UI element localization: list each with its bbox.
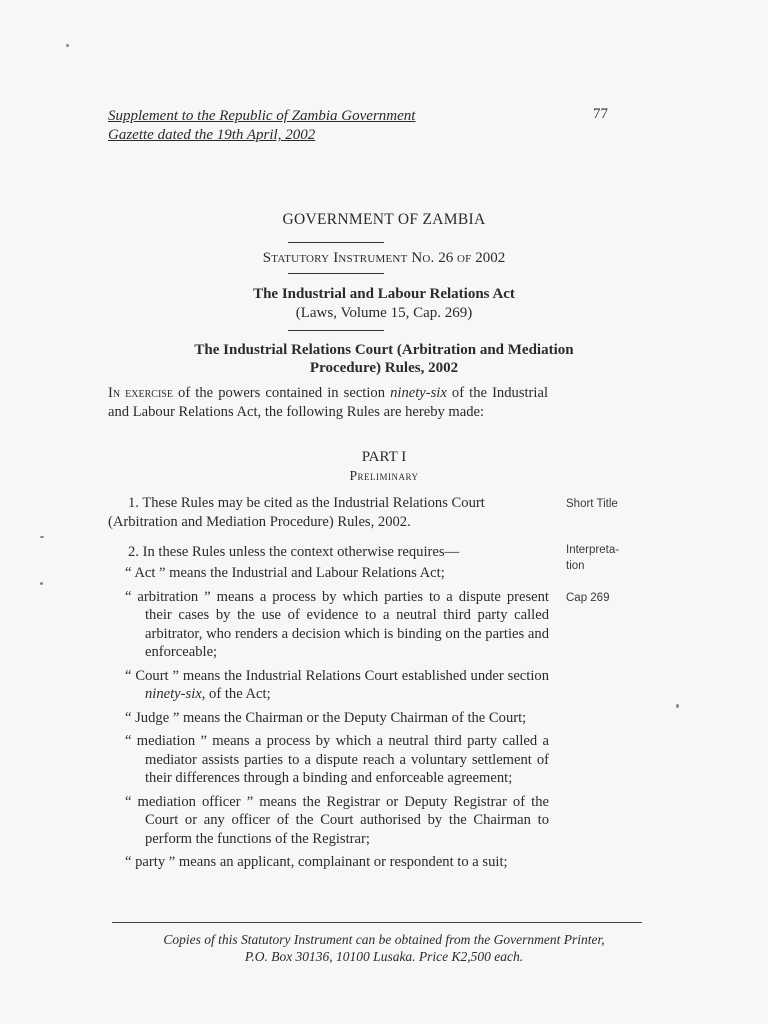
rule-2-interpretation: 2. In these Rules unless the context otherwise requires— (128, 544, 460, 560)
government-heading: GOVERNMENT OF ZAMBIA (282, 211, 486, 228)
definition-court-section: ninety-six, (145, 686, 206, 702)
margin-note-interpretation-line-1: Interpreta- (566, 544, 620, 556)
divider-rule (288, 273, 384, 274)
margin-note-cap: Cap 269 (566, 592, 610, 604)
si-number: 26 (438, 250, 454, 266)
page-number: 77 (593, 106, 608, 122)
si-year: 2002 (475, 250, 506, 266)
scan-speck (66, 44, 69, 47)
rule-1-citation: 1. These Rules may be cited as the Industrial Relations Court (Arbitration and Mediation Procedure) Rules, 2002. (108, 495, 485, 530)
act-title: The Industrial and Labour Relations Act (253, 286, 515, 302)
act-subtitle: (Laws, Volume 15, Cap. 269) (295, 305, 473, 321)
definition-mediation-officer: “ mediation officer ” means the Registrar or Deputy Registrar of the Court or any officer of the Court authorised by the Chairman to perform the functions of the Registrar; (125, 793, 549, 847)
preamble (108, 384, 548, 421)
divider-rule (288, 242, 384, 243)
preamble-text-1: of the powers contained in section (172, 385, 391, 401)
margin-note-interpretation-line-2: tion (566, 560, 585, 572)
gazette-header-line-1: Supplement to the Republic of Zambia Government (108, 108, 416, 124)
definition-court-post: of the Act; (205, 686, 271, 702)
definition-court-pre: “ Court ” means the Industrial Relations Court established under section (125, 667, 549, 684)
part-label: PART I (361, 449, 407, 465)
definitions-list (125, 564, 549, 877)
divider-rule (288, 330, 384, 331)
rules-title-line-2: Procedure) Rules, 2002 (309, 360, 459, 376)
scan-speck (676, 704, 679, 708)
si-of: of (457, 250, 472, 266)
footer-line-1: Copies of this Statutory Instrument can be obtained from the Government Printer, (163, 932, 605, 947)
margin-note-short-title: Short Title (566, 498, 618, 510)
definition-judge: “ Judge ” means the Chairman or the Deputy Chairman of the Court; (125, 709, 527, 726)
statutory-instrument-line (0, 250, 768, 267)
footer-rule (112, 922, 642, 923)
gazette-header-line-2: Gazette dated the 19th April, 2002 (108, 127, 316, 143)
preamble-text-2: of the Industrial and Labour Relations Act, the following Rules are hereby made: (108, 385, 548, 420)
scan-speck (40, 582, 43, 585)
scan-speck (40, 536, 44, 538)
definition-arbitration: “ arbitration ” means a process by which parties to a dispute present their cases by the use of evidence to a neutral third party called arbitrator, who renders a decision which is binding on the parties and enforceable; (125, 588, 549, 660)
preamble-lead: In exercise (108, 385, 173, 401)
preamble-section-word: ninety-six (390, 385, 447, 401)
definition-mediation: “ mediation ” means a process by which a neutral third party called a mediator assists parties to a dispute reach a voluntary settlement of their differences through a binding and enforceable agreement; (125, 733, 549, 786)
rules-title-line-1: The Industrial Relations Court (Arbitration and Mediation (194, 342, 574, 358)
definition-act: “ Act ” means the Industrial and Labour Relations Act; (125, 565, 445, 581)
margin-note-interpretation (566, 542, 619, 574)
definition-court (125, 667, 549, 704)
si-label: Statutory Instrument No. (262, 250, 435, 266)
definition-party: “ party ” means an applicant, complainant or respondent to a suit; (125, 854, 508, 870)
footer-line-2: P.O. Box 30136, 10100 Lusaka. Price K2,500 each. (244, 949, 524, 964)
part-heading: Preliminary (349, 468, 419, 483)
